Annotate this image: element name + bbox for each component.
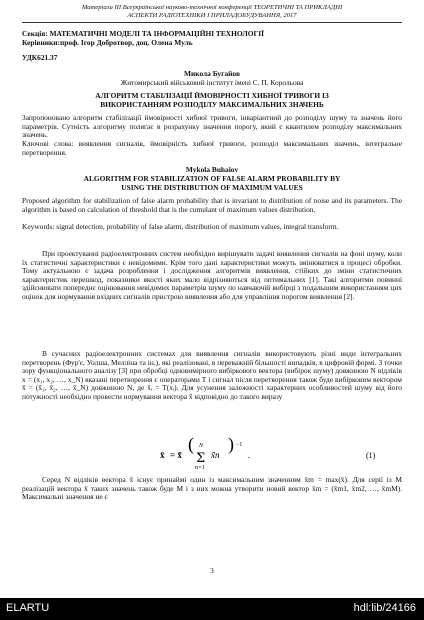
eq-sum-bottom: n=1 bbox=[195, 465, 206, 471]
abstract-en: Proposed algorithm for stabilization of false alarm probability that is invariant to distribution of noise and its parameters. The algorithm is based on calculation of threshold that is the cumulant of maximum values distribution. bbox=[22, 196, 402, 214]
equation-1 bbox=[0, 436, 424, 472]
eq-right-paren: ) bbox=[228, 436, 234, 454]
eq-left-paren: ( bbox=[188, 436, 194, 454]
udk-code: УДК621.37 bbox=[22, 53, 58, 62]
equation-svg bbox=[0, 436, 424, 472]
eq-period: . bbox=[248, 450, 251, 460]
abstract-ua: Запропоновано алгоритм стабілізації ймовірності хибної тривоги, інваріантний до розподілу шуму та значень його параметрів. Сутність алгоритму полягає в розрахунку значення порогу, який є квантилем розподілу максимальних значень. bbox=[22, 113, 402, 140]
repository-name[interactable]: ELARTU bbox=[6, 602, 50, 614]
section-title bbox=[22, 30, 402, 47]
keywords-ua: Ключові слова: виявлення сигналів, ймовірність хибної тривоги, розподіл максимальних значень, інтегральне перетворення. bbox=[22, 139, 402, 157]
eq-rhs: = x̃ bbox=[170, 450, 182, 460]
keywords-en: Keywords: signal detection, probability of false alarm, distribution of maximum values, integral transform. bbox=[22, 222, 339, 231]
eq-number: (1) bbox=[366, 451, 376, 460]
conference-header bbox=[22, 4, 402, 20]
eq-sum-sign: Σ bbox=[196, 451, 206, 466]
repository-footer bbox=[0, 598, 424, 620]
title-en-line-2: USING THE DISTRIBUTION OF MAXIMUM VALUES bbox=[121, 182, 303, 192]
body-paragraph-1: При проектуванні радіоелектронних систем необхідно вирішувати задачі виявлення сигналів на фоні шуму, коли їх статистичні характеристики є невідомими. Крім того дані характеристики можуть змінюватися в процесі обробки. Тому актуальною є задача розроблення і дослідження алгоритмів виявлення, стійких до зміни статистичних характеристик перешкод, показники якості яких мало відрізняються від оптимальних [1]. Такі алгоритми повинні здійснювати попереднє оцінювання невідомих параметрів шуму по навчаючій вибірці з подальшим використанням цих оцінок для нормування вхідних сигналів пристрою виявлення або для управління порогом виявлення [2]. bbox=[22, 249, 402, 301]
author-ua: Микола Бугайов bbox=[184, 69, 240, 78]
section-supervisors: Керівники:проф. Ігор Добротвор, доц. Олена Муль bbox=[22, 37, 193, 47]
header-line-2: АСПЕКТИ РАДІОТЕХНІКИ І ПРИЛАДОБУДУВАННЯ, 2017 bbox=[127, 12, 297, 20]
affiliation: Житомирський військовий інститут імені С. П. Корольова bbox=[120, 78, 304, 87]
body-paragraph-2: В сучасних радіоелектронних системах для виявлення сигналів використовують різні види інтегральних перетворень (Фур'є, Уолша, Мелліна та ін.), які реалізовані, в переважній більшості випадків, в цифровій формі. З точки зору функціонального аналізу [3] при обробці одновимірного вибіркового вектора (вибірок шуму) довжиною N відліків x = (x₁, x₂, …, x_N) вказані перетворення є операторами T і сигнал після перетворення також буде вибірковим вектором x̃ = (x̃₁, x̃₂, …, x̃_N) довжиною N, де x̃ᵢ = T(xᵢ). Для усунення залежності характерних особливостей шуму від його потужності необхідно провести нормування вектора x̃ відповідно до такого виразу bbox=[22, 349, 402, 401]
header-line-1: Матеріали ІІІ Всеукраїнської науково-технічної конференції ТЕОРЕТИЧНІ ТА ПРИКЛАДНІ bbox=[81, 4, 343, 11]
body-paragraph-3: Серед N відліків вектора x̄ існує принаймі один із максимальним значенням x̄m = max(x̄). Для серії із M реалізацій вектора x̄ таких значень також буде M і з них можна утворити новий вектор x̄m = (x̄m1, x̄m2, …, x̄mM). Максимальні значення не є bbox=[22, 475, 402, 502]
eq-exponent: −1 bbox=[236, 442, 243, 448]
eq-sum-top: N bbox=[199, 443, 204, 449]
title-en bbox=[22, 175, 402, 192]
title-ua-line-2: ВИКОРИСТАННЯМ РОЗПОДІЛУ МАКСИМАЛЬНИХ ЗНАЧЕНЬ bbox=[100, 99, 324, 109]
author-en: Mykola Buhaiov bbox=[185, 165, 239, 174]
eq-sum-term: x̃n bbox=[211, 450, 220, 460]
eq-lhs: x̄ bbox=[160, 450, 165, 460]
title-en-line-1: ALGORITHM FOR STABILIZATION OF FALSE ALARM PROBABILITY BY bbox=[83, 174, 341, 183]
title-ua bbox=[22, 92, 402, 109]
section-line-1: Секція: МАТЕМАТИЧНІ МОДЕЛІ ТА ІНФОРМАЦІЙНІ ТЕХНОЛОГІЇ bbox=[22, 29, 264, 38]
handle-id[interactable]: hdl:lib/24166 bbox=[353, 602, 416, 614]
title-ua-line-1: АЛГОРИТМ СТАБІЛІЗАЦІЇ ЙМОВІРНОСТІ ХИБНОЇ ТРИВОГИ ІЗ bbox=[95, 91, 329, 100]
page-number: 3 bbox=[210, 566, 214, 575]
header-divider bbox=[22, 22, 402, 23]
